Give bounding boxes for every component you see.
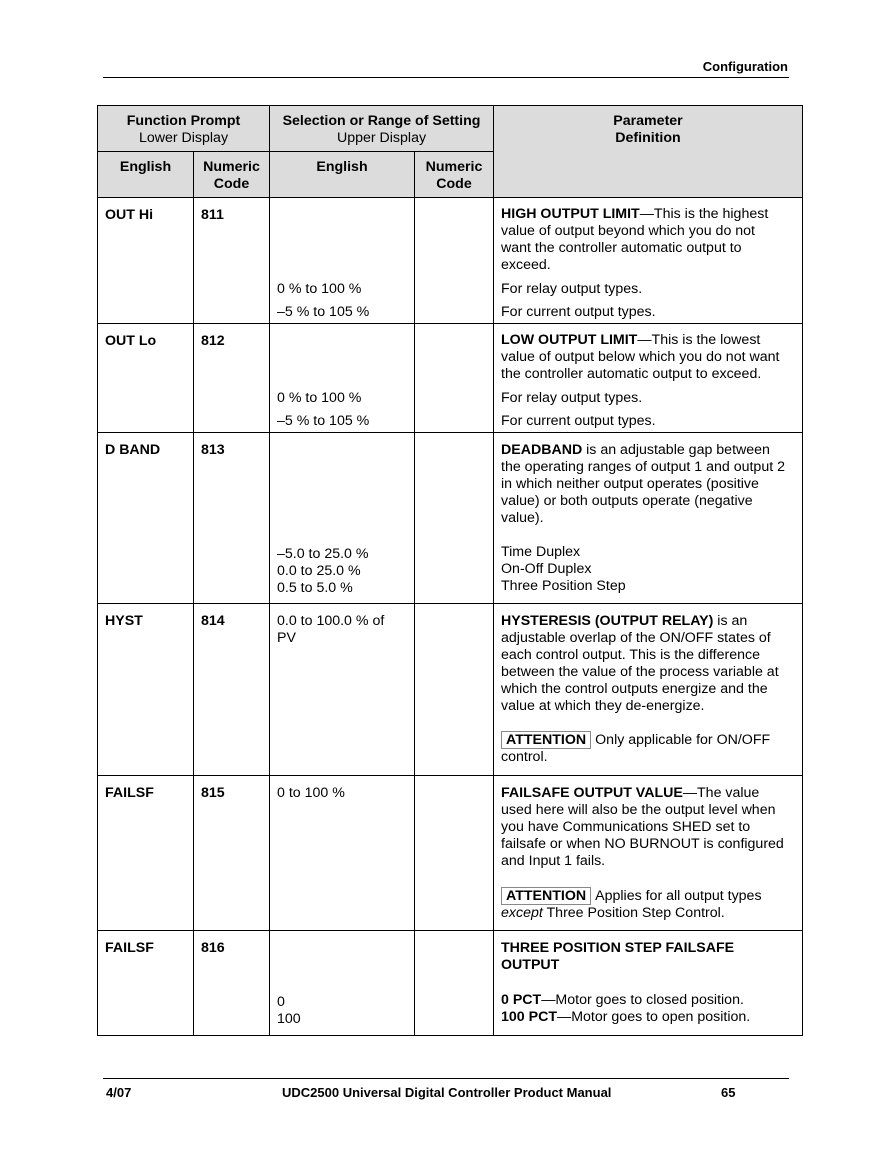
selection-value: –5 % to 105 % bbox=[277, 413, 370, 429]
attention-badge: ATTENTION bbox=[501, 887, 591, 905]
table-row bbox=[98, 604, 803, 776]
prompt-code: 816 bbox=[201, 940, 225, 956]
selection-value: 0.0 to 100.0 % of PV bbox=[277, 613, 385, 646]
selection-range-header: Selection or Range of Setting Upper Display bbox=[270, 106, 494, 152]
definition-text: HYSTERESIS (OUTPUT RELAY) is an adjustable overlap of the ON/OFF states of each control output. This is the difference between the value of the process variable at which the control outputs energize and the value at which they de-energize. bbox=[501, 613, 779, 714]
definition-option: For relay output types. bbox=[501, 281, 643, 297]
definition-text: DEADBAND is an adjustable gap between the operating ranges of output 1 and output 2 in which neither output operates (positive value) or both outputs operate (negative value). bbox=[501, 442, 785, 526]
definition-option: For relay output types. bbox=[501, 390, 643, 406]
numeric-code-header-2: Numeric Code bbox=[415, 152, 494, 198]
prompt-code: 811 bbox=[201, 207, 224, 223]
parameter-table bbox=[97, 105, 803, 1036]
prompt-code: 815 bbox=[201, 785, 225, 801]
prompt-english: D BAND bbox=[105, 442, 161, 458]
definition-option: For current output types. bbox=[501, 304, 656, 320]
selection-value: –5 % to 105 % bbox=[277, 304, 370, 320]
footer-rule bbox=[103, 1078, 789, 1079]
prompt-code: 814 bbox=[201, 613, 225, 629]
selection-value: 0 to 100 % bbox=[277, 785, 345, 801]
function-prompt-header: Function Prompt Lower Display bbox=[98, 106, 270, 152]
definition-title: THREE POSITION STEP FAILSAFE OUTPUT bbox=[501, 940, 735, 973]
selection-value: 0 % to 100 % bbox=[277, 281, 362, 297]
footer-title: UDC2500 Universal Digital Controller Product Manual bbox=[282, 1085, 612, 1100]
prompt-code: 813 bbox=[201, 442, 225, 458]
definition-option: Time Duplex On-Off Duplex Three Position Step bbox=[501, 544, 626, 594]
table-row bbox=[98, 324, 803, 433]
table-row bbox=[98, 776, 803, 931]
section-header: Configuration bbox=[702, 59, 788, 74]
selection-value: 0 100 bbox=[277, 994, 301, 1027]
prompt-english: OUT Lo bbox=[105, 333, 157, 349]
header-rule bbox=[103, 77, 789, 78]
definition-option: For current output types. bbox=[501, 413, 656, 429]
definition-text: FAILSAFE OUTPUT VALUE—The value used here will also be the output level when you have Communications SHED set to failsafe or when NO BURNOUT is configured and Input 1 fails. bbox=[501, 785, 784, 869]
table-row bbox=[98, 931, 803, 1036]
attention-note: ATTENTION Only applicable for ON/OFF control. bbox=[501, 732, 771, 765]
attention-note: ATTENTION Applies for all output types except Three Position Step Control. bbox=[501, 888, 762, 921]
english-header-2: English bbox=[270, 152, 415, 198]
page-number: 65 bbox=[721, 1085, 736, 1100]
table-row bbox=[98, 433, 803, 604]
definition-text: LOW OUTPUT LIMIT—This is the lowest value of output below which you do not want the controller automatic output to exceed. bbox=[501, 332, 780, 382]
prompt-english: FAILSF bbox=[105, 940, 154, 956]
table-row bbox=[98, 198, 803, 324]
definition-option: 0 PCT—Motor goes to closed position. 100 PCT—Motor goes to open position. bbox=[501, 992, 751, 1025]
numeric-code-header-1: Numeric Code bbox=[194, 152, 270, 198]
selection-value: –5.0 to 25.0 % 0.0 to 25.0 % 0.5 to 5.0 % bbox=[277, 546, 369, 596]
footer-date: 4/07 bbox=[106, 1085, 132, 1100]
prompt-english: OUT Hi bbox=[105, 207, 154, 223]
parameter-definition-header: Parameter Definition bbox=[494, 106, 803, 198]
english-header-1: English bbox=[98, 152, 194, 198]
prompt-code: 812 bbox=[201, 333, 225, 349]
prompt-english: HYST bbox=[105, 613, 143, 629]
selection-value: 0 % to 100 % bbox=[277, 390, 362, 406]
attention-badge: ATTENTION bbox=[501, 731, 591, 749]
prompt-english: FAILSF bbox=[105, 785, 154, 801]
definition-text: HIGH OUTPUT LIMIT—This is the highest value of output beyond which you do not want the controller automatic output to exceed. bbox=[501, 206, 769, 273]
